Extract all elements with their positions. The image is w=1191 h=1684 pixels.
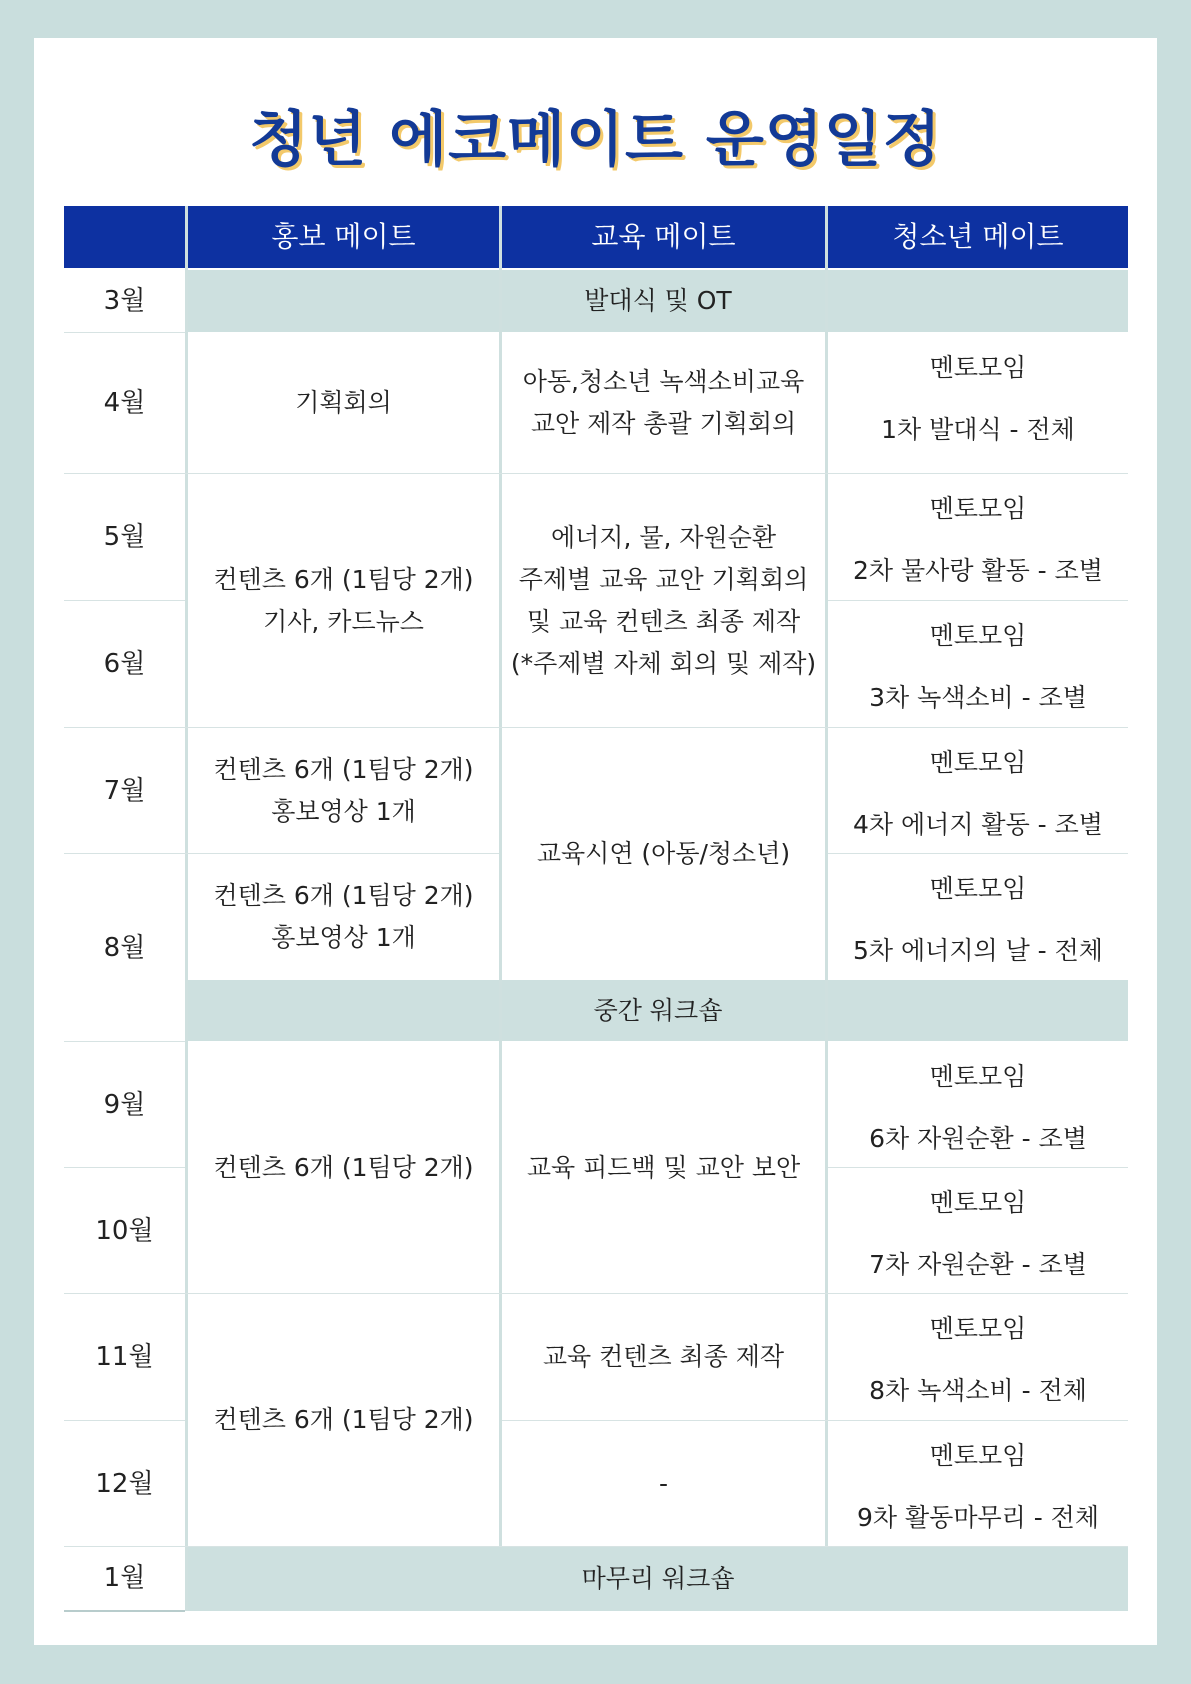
promo-aug-line1: 컨텐츠 6개 (1팀당 2개) bbox=[213, 880, 474, 910]
month-oct: 10월 bbox=[64, 1168, 185, 1293]
row-divider bbox=[64, 1041, 185, 1042]
youth-jul-event: 4차 에너지 활동 - 조별 bbox=[853, 810, 1103, 839]
promo-sep-oct: 컨텐츠 6개 (1팀당 2개) bbox=[188, 1042, 499, 1293]
header-promo-mate: 홍보 메이트 bbox=[188, 206, 499, 268]
youth-apr-label: 멘토모임 bbox=[929, 353, 1027, 382]
youth-jul bbox=[828, 728, 1128, 853]
month-dec: 12월 bbox=[64, 1421, 185, 1546]
youth-oct-event: 7차 자원순환 - 조별 bbox=[869, 1250, 1087, 1279]
youth-jun bbox=[828, 601, 1128, 727]
youth-may-label: 멘토모임 bbox=[929, 494, 1027, 523]
row-divider bbox=[828, 1167, 1128, 1168]
row-divider bbox=[64, 332, 185, 333]
page-title: 청년 에코메이트 운영일정 bbox=[249, 105, 942, 175]
promo-jul bbox=[188, 728, 499, 853]
edu-may-jun-line3: 및 교육 컨텐츠 최종 제작 bbox=[526, 606, 801, 636]
header-month bbox=[64, 206, 185, 268]
edu-apr-line2: 교안 제작 총괄 기획회의 bbox=[530, 408, 797, 438]
youth-nov-event: 8차 녹색소비 - 전체 bbox=[869, 1376, 1087, 1405]
edu-jul-aug: 교육시연 (아동/청소년) bbox=[502, 728, 825, 979]
month-nov: 11월 bbox=[64, 1294, 185, 1420]
edu-apr bbox=[502, 333, 825, 472]
promo-jul-line1: 컨텐츠 6개 (1팀당 2개) bbox=[213, 754, 474, 784]
promo-may-jun-line1: 컨텐츠 6개 (1팀당 2개) bbox=[213, 564, 474, 594]
youth-may bbox=[828, 474, 1128, 600]
row-divider bbox=[64, 1610, 185, 1612]
youth-aug bbox=[828, 854, 1128, 979]
youth-oct-label: 멘토모임 bbox=[929, 1188, 1027, 1217]
row-divider bbox=[828, 600, 1128, 601]
youth-jul-label: 멘토모임 bbox=[929, 748, 1027, 777]
edu-apr-line1: 아동,청소년 녹색소비교육 bbox=[522, 366, 805, 396]
month-jul: 7월 bbox=[64, 728, 185, 853]
row-divider bbox=[64, 1546, 1128, 1547]
edu-dec: - bbox=[502, 1421, 825, 1546]
row-divider bbox=[64, 853, 499, 854]
promo-jul-line2: 홍보영상 1개 bbox=[271, 796, 416, 826]
edu-may-jun bbox=[502, 474, 825, 727]
month-sep: 9월 bbox=[64, 1042, 185, 1167]
header-youth-mate: 청소년 메이트 bbox=[828, 206, 1128, 268]
youth-dec-label: 멘토모임 bbox=[929, 1441, 1027, 1470]
youth-nov-label: 멘토모임 bbox=[929, 1314, 1027, 1343]
band-mid-workshop: 중간 워크숍 bbox=[188, 980, 1128, 1041]
edu-may-jun-line4: (*주제별 자체 회의 및 제작) bbox=[510, 648, 817, 678]
edu-nov: 교육 컨텐츠 최종 제작 bbox=[502, 1294, 825, 1420]
row-divider bbox=[64, 473, 1128, 474]
month-jun: 6월 bbox=[64, 601, 185, 727]
promo-nov-dec: 컨텐츠 6개 (1팀당 2개) bbox=[188, 1294, 499, 1546]
row-divider bbox=[64, 727, 1128, 728]
row-divider bbox=[64, 600, 185, 601]
month-aug: 8월 bbox=[64, 854, 185, 1041]
row-divider bbox=[502, 1420, 1128, 1421]
youth-sep bbox=[828, 1042, 1128, 1167]
band-final-workshop: 마무리 워크숍 bbox=[188, 1547, 1128, 1611]
row-divider bbox=[64, 1293, 1128, 1294]
youth-aug-label: 멘토모임 bbox=[929, 874, 1027, 903]
youth-sep-event: 6차 자원순환 - 조별 bbox=[869, 1124, 1087, 1153]
row-divider bbox=[64, 1420, 185, 1421]
band-launch-ot: 발대식 및 OT bbox=[188, 270, 1128, 332]
promo-apr: 기획회의 bbox=[188, 333, 499, 472]
youth-may-event: 2차 물사랑 활동 - 조별 bbox=[853, 556, 1103, 585]
promo-may-jun-line2: 기사, 카드뉴스 bbox=[263, 606, 424, 636]
month-may: 5월 bbox=[64, 474, 185, 600]
youth-oct bbox=[828, 1168, 1128, 1293]
promo-aug-line2: 홍보영상 1개 bbox=[271, 922, 416, 952]
promo-may-jun bbox=[188, 474, 499, 727]
row-divider bbox=[828, 853, 1128, 854]
column-divider bbox=[185, 206, 188, 1611]
edu-may-jun-line1: 에너지, 물, 자원순환 bbox=[551, 522, 776, 552]
row-divider bbox=[64, 1167, 185, 1168]
edu-sep-oct: 교육 피드백 및 교안 보안 bbox=[502, 1042, 825, 1293]
month-jan: 1월 bbox=[64, 1547, 185, 1609]
youth-dec-event: 9차 활동마무리 - 전체 bbox=[857, 1503, 1099, 1532]
youth-jun-label: 멘토모임 bbox=[929, 621, 1027, 650]
month-apr: 4월 bbox=[64, 333, 185, 472]
youth-apr bbox=[828, 333, 1128, 472]
youth-sep-label: 멘토모임 bbox=[929, 1062, 1027, 1091]
youth-dec bbox=[828, 1421, 1128, 1546]
promo-aug bbox=[188, 854, 499, 979]
month-mar: 3월 bbox=[64, 270, 185, 332]
edu-may-jun-line2: 주제별 교육 교안 기획회의 bbox=[518, 564, 809, 594]
header-edu-mate: 교육 메이트 bbox=[502, 206, 825, 268]
column-divider bbox=[825, 206, 828, 1547]
youth-nov bbox=[828, 1294, 1128, 1420]
youth-jun-event: 3차 녹색소비 - 조별 bbox=[869, 683, 1087, 712]
column-divider bbox=[499, 206, 502, 1547]
youth-apr-event: 1차 발대식 - 전체 bbox=[881, 415, 1075, 444]
youth-aug-event: 5차 에너지의 날 - 전체 bbox=[853, 936, 1103, 965]
